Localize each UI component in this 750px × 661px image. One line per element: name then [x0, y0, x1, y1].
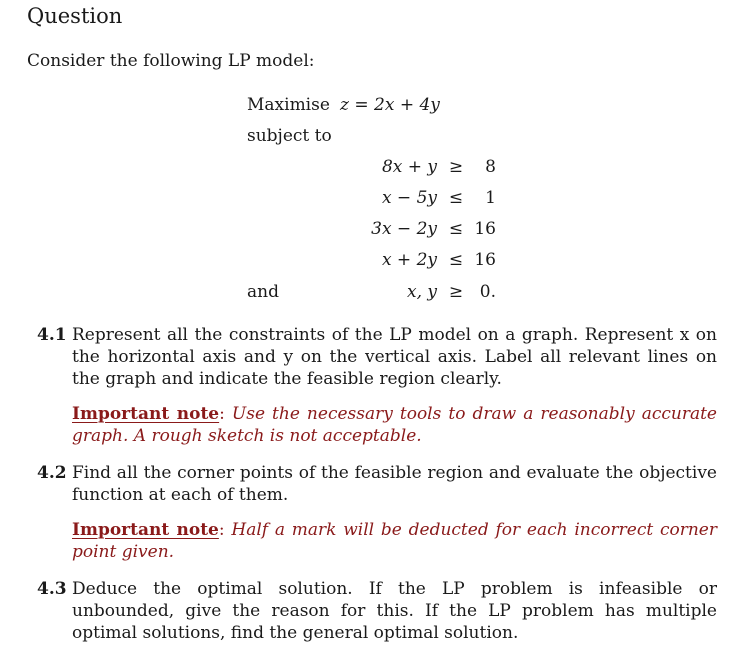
maximise-label: Maximise	[247, 95, 330, 115]
constraint-rhs: 16	[474, 250, 496, 270]
constraint-rhs: 8	[485, 157, 496, 177]
constraint-operator: ≤	[448, 219, 464, 239]
constraint-lhs: 3x − 2y	[371, 219, 437, 239]
constraint-lhs: x, y	[407, 282, 437, 302]
constraint-lhs: x + 2y	[381, 250, 437, 270]
constraint-rhs: 16	[474, 219, 496, 239]
constraint-rhs: 0.	[479, 282, 496, 302]
note-text: Half a mark will be deducted for each incorrect corner point given.	[72, 520, 717, 562]
constraint-operator: ≥	[448, 157, 464, 177]
note-label: Important note	[72, 404, 220, 424]
objective-function: z = 2x + 4y	[340, 95, 440, 115]
and-label: and	[247, 282, 279, 302]
constraint-operator: ≤	[448, 250, 464, 270]
subject-to-label: subject to	[247, 126, 332, 146]
constraint-operator: ≤	[448, 188, 464, 208]
important-note: Important note: Half a mark will be deducted for each incorrect corner point given.	[72, 520, 717, 562]
item-number: 4.3	[37, 579, 67, 599]
item-text: Find all the corner points of the feasible region and evaluate the objective function at each of them.	[72, 463, 717, 505]
item-number: 4.1	[37, 325, 67, 345]
note-label: Important note	[72, 520, 219, 540]
item-text: Represent all the constraints of the LP model on a graph. Represent x on the horizontal axis and y on the vertical axis. Label all relevant lines on the graph and indicate the feasible region clearly.	[72, 325, 717, 389]
constraint-lhs: 8x + y	[381, 157, 437, 177]
constraint-rhs: 1	[485, 188, 496, 208]
section-heading: Question	[27, 4, 123, 28]
important-note: Important note: Use the necessary tools to draw a reasonably accurate graph. A rough sketch is not acceptable.	[72, 404, 717, 446]
note-text: Use the necessary tools to draw a reasonably accurate graph. A rough sketch is not acceptable.	[72, 404, 717, 446]
item-number: 4.2	[37, 463, 67, 483]
constraint-lhs: x − 5y	[381, 188, 437, 208]
constraint-operator: ≥	[448, 282, 464, 302]
item-text: Deduce the optimal solution. If the LP problem is infeasible or unbounded, give the reason for this. If the LP problem has multiple optimal solutions, find the general optimal solution.	[72, 579, 717, 643]
intro-text: Consider the following LP model:	[27, 51, 315, 71]
